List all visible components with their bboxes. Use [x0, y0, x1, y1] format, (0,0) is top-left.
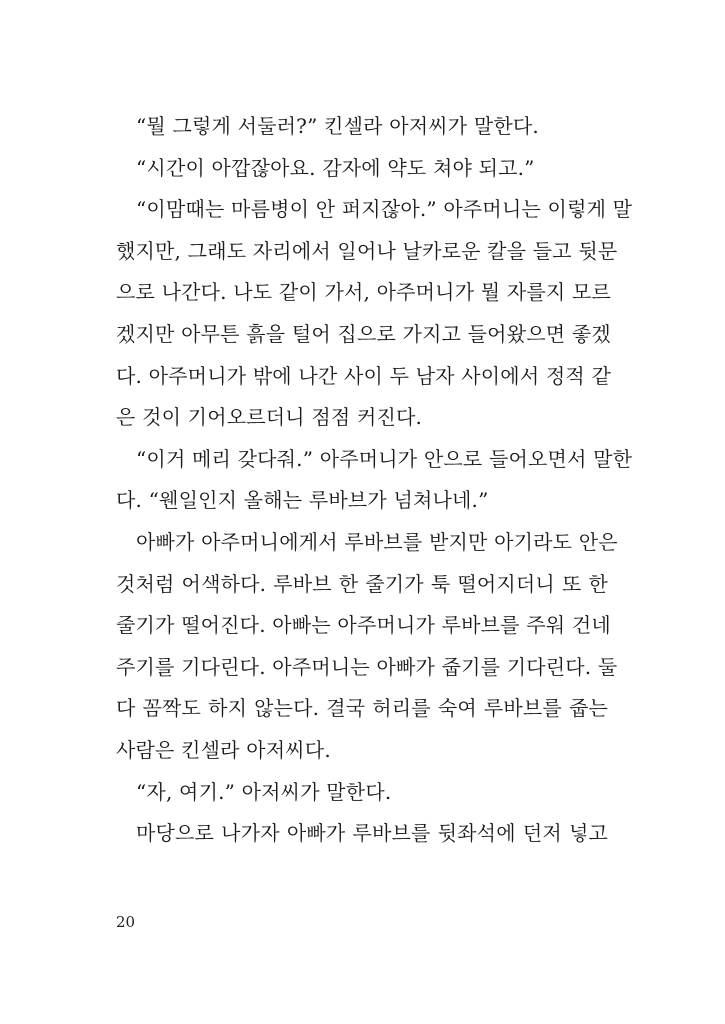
text-line: 했지만, 그래도 자리에서 일어나 날카로운 칼을 들고 뒷문	[116, 238, 618, 263]
text-line: “시간이 아깝잖아요. 감자에 약도 쳐야 되고.”	[136, 155, 535, 180]
text-line: 사람은 킨셀라 아저씨다.	[116, 737, 331, 762]
text-line: 겠지만 아무튼 흙을 털어 집으로 가지고 들어왔으면 좋겠	[116, 321, 611, 346]
text-line: “뭘 그렇게 서둘러?” 킨셀라 아저씨가 말한다.	[136, 114, 539, 138]
body-text	[116, 106, 633, 855]
text-line: 다. 아주머니가 밖에 나간 사이 두 남자 사이에서 정적 같	[116, 363, 612, 388]
text-line: 다 꼼짝도 하지 않는다. 결국 허리를 숙여 루바브를 줍는	[116, 696, 608, 721]
page-number: 20	[116, 913, 136, 931]
text-line: “이맘때는 마름병이 안 퍼지잖아.” 아주머니는 이렇게 말	[136, 197, 633, 222]
text-line: “자, 여기.” 아저씨가 말한다.	[136, 779, 392, 804]
text-line: 마당으로 나가자 아빠가 루바브를 뒷좌석에 던저 넣고	[136, 821, 608, 846]
text-line: 은 것이 기어오르더니 점점 커진다.	[116, 405, 423, 430]
text-line: 주기를 기다린다. 아주머니는 아빠가 줍기를 기다린다. 둘	[116, 654, 618, 679]
text-line: 으로 나간다. 나도 같이 가서, 아주머니가 뭘 자를지 모르	[116, 280, 612, 305]
text-line: 줄기가 떨어진다. 아빠는 아주머니가 루바브를 주워 건네	[116, 613, 611, 638]
text-line: 것처럼 어색하다. 루바브 한 줄기가 툭 떨어지더니 또 한	[116, 571, 608, 596]
text-line: “이거 메리 갖다줘.” 아주머니가 안으로 들어오면서 말한	[136, 446, 633, 471]
text-line: 다. “웬일인지 올해는 루바브가 넘쳐나네.”	[116, 488, 489, 513]
text-line: 아빠가 아주머니에게서 루바브를 받지만 아기라도 안은	[136, 529, 618, 554]
